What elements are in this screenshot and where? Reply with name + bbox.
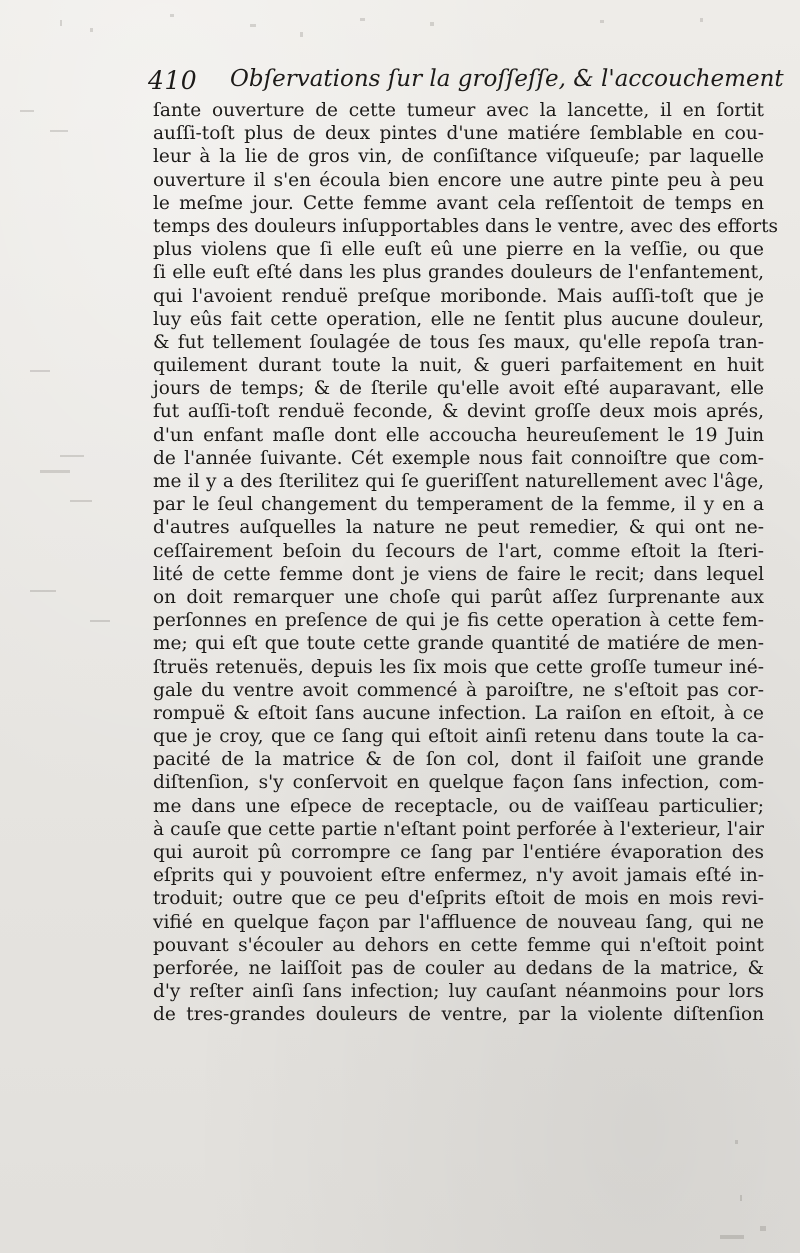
text-line: ſi elle euſt eſté dans les plus grandes douleurs de l'enfantement,	[153, 262, 764, 284]
text-line: pacité de la matrice & de ſon col, dont il faiſoit une grande	[153, 749, 764, 771]
body-text	[153, 99, 779, 1027]
text-line: ſtruës retenuës, depuis les ſix mois que cette groſſe tumeur iné-	[153, 656, 764, 678]
text-line: pouvant s'écouler au dehors en cette femme qui n'eſtoit point	[153, 934, 764, 956]
page-number: 410	[148, 66, 198, 95]
text-line: d'un enfant maſle dont elle accoucha heureuſement le 19 Juin	[153, 424, 764, 446]
text-line: que je croy, que ce ſang qui eſtoit ainſi retenu dans toute la ca-	[153, 726, 764, 748]
text-line: d'autres auſquelles la nature ne peut remedier, & qui ont ne-	[153, 517, 764, 539]
text-line: me il y a des ſterilitez qui ſe gueriſſent naturellement avec l'âge,	[153, 471, 764, 492]
text-line: auſſi-toſt plus de deux pintes d'une matiére ſemblable en cou-	[153, 123, 764, 145]
text-line: rompuë & eſtoit ſans aucune infection. La raiſon en eſtoit, à ce	[153, 702, 764, 724]
text-line: diſtenſion, s'y conſervoit en quelque façon ſans infection, com-	[153, 772, 764, 794]
text-line: on doit remarquer une choſe qui parût aſſez ſurprenante aux	[153, 586, 764, 608]
text-line: lité de cette femme dont je viens de faire le recit; dans lequel	[153, 563, 764, 585]
text-line: le meſme jour. Cette femme avant cela reſſentoit de temps en	[153, 192, 764, 214]
text-line: temps des douleurs inſupportables dans le ventre, avec des efforts	[153, 215, 779, 237]
text-line: leur à la lie de gros vin, de conſiſtance viſqueuſe; par laquelle	[153, 146, 764, 168]
page-header	[148, 64, 784, 104]
text-line: d'y reſter ainſi ſans infection; luy cauſant néanmoins pour lors	[153, 981, 764, 1003]
text-line: ſante ouverture de cette tumeur avec la lancette, il en ſortit	[153, 100, 764, 121]
text-line: me dans une eſpece de receptacle, ou de vaiſſeau particulier;	[153, 795, 764, 817]
text-line: qui l'avoient renduë preſque moribonde. Mais auſſi-toſt que je	[153, 285, 764, 307]
text-line: perſonnes en preſence de qui je fis cette operation à cette fem-	[153, 610, 764, 632]
text-line: à cauſe que cette partie n'eſtant point perforée à l'exterieur, l'air	[153, 818, 764, 840]
text-line: luy eûs fait cette operation, elle ne ſentit plus aucune douleur,	[153, 308, 764, 330]
text-line: quilement durant toute la nuit, & gueri parfaitement en huit	[153, 355, 764, 377]
running-title: Obſervations ſur la groſſeſſe, & l'accouchement	[230, 66, 784, 92]
text-line: troduit; outre que ce peu d'eſprits eſtoit de mois en mois revi-	[153, 888, 764, 910]
text-line: & fut tellement ſoulagée de tous ſes maux, qu'elle repoſa tran-	[153, 331, 764, 353]
text-line: vifié en quelque façon par l'affluence de nouveau ſang, qui ne	[153, 911, 764, 933]
text-line: fut auſſi-toſt renduë feconde, & devint groſſe deux mois aprés,	[153, 401, 764, 423]
text-line: eſprits qui y pouvoient eſtre enfermez, n'y avoit jamais eſté in-	[153, 865, 764, 887]
text-line: perforée, ne laiſſoit pas de couler au dedans de la matrice, &	[153, 957, 764, 979]
text-line: qui auroit pû corrompre ce ſang par l'entiére évaporation des	[153, 842, 764, 863]
text-line: me; qui eſt que toute cette grande quantité de matiére de men-	[153, 633, 764, 655]
text-line: ceſſairement beſoin du ſecours de l'art, comme eſtoit la ſteri-	[153, 540, 764, 562]
text-line: ouverture il s'en écoula bien encore une autre pinte peu à peu	[153, 169, 764, 191]
text-line: jours de temps; & de ſterile qu'elle avoit eſté auparavant, elle	[153, 378, 764, 400]
text-line: de l'année ſuivante. Cét exemple nous fait connoiſtre que com-	[153, 447, 764, 469]
text-line: plus violens que ſi elle euſt eû une pierre en la veſſie, ou que	[153, 239, 764, 261]
text-line: de tres-grandes douleurs de ventre, par la violente diſtenſion	[153, 1004, 764, 1026]
text-line: gale du ventre avoit commencé à paroiſtre, ne s'eſtoit pas cor-	[153, 679, 764, 701]
text-line: par le ſeul changement du temperament de la femme, il y en a	[153, 494, 764, 516]
